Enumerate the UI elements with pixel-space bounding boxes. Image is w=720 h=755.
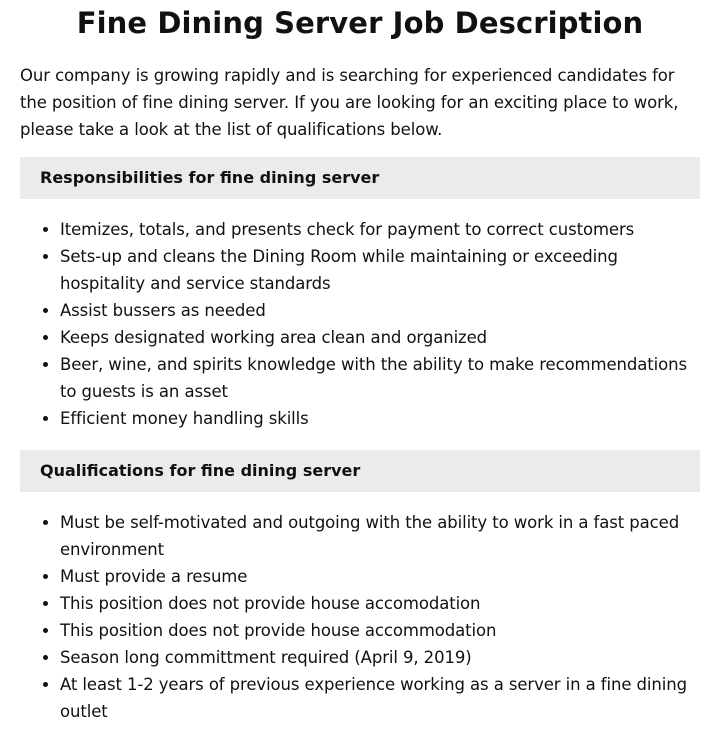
list-item: • At least 1-2 years of previous experience working as a server in a fine dining outlet (60, 671, 700, 725)
list-item: • Beer, wine, and spirits knowledge with the ability to make recommendations to guests is an asset (60, 351, 700, 405)
list-item: • Must provide a resume (60, 563, 700, 590)
list-item: • Must be self-motivated and outgoing with the ability to work in a fast paced environment (60, 509, 700, 563)
responsibilities-list (20, 216, 700, 432)
list-item: • This position does not provide house accomodation (60, 590, 700, 617)
list-item: • Itemizes, totals, and presents check for payment to correct customers (60, 216, 700, 243)
list-item: • This position does not provide house accommodation (60, 617, 700, 644)
intro-paragraph: Our company is growing rapidly and is searching for experienced candidates for the position of fine dining server. If you are looking for an exciting place to work, please take a look at the list of qualifications below. (20, 66, 679, 139)
responsibilities-heading: Responsibilities for fine dining server (20, 157, 700, 199)
page-title: Fine Dining Server Job Description (76, 6, 644, 40)
list-item: • Season long committment required (April 9, 2019) (60, 644, 700, 671)
list-item: • Sets-up and cleans the Dining Room while maintaining or exceeding hospitality and service standards (60, 243, 700, 297)
qualifications-heading: Qualifications for fine dining server (20, 450, 700, 492)
qualifications-list (20, 509, 700, 725)
list-item: • Efficient money handling skills (60, 405, 700, 432)
list-item: • Keeps designated working area clean and organized (60, 324, 700, 351)
list-item: • Assist bussers as needed (60, 297, 700, 324)
